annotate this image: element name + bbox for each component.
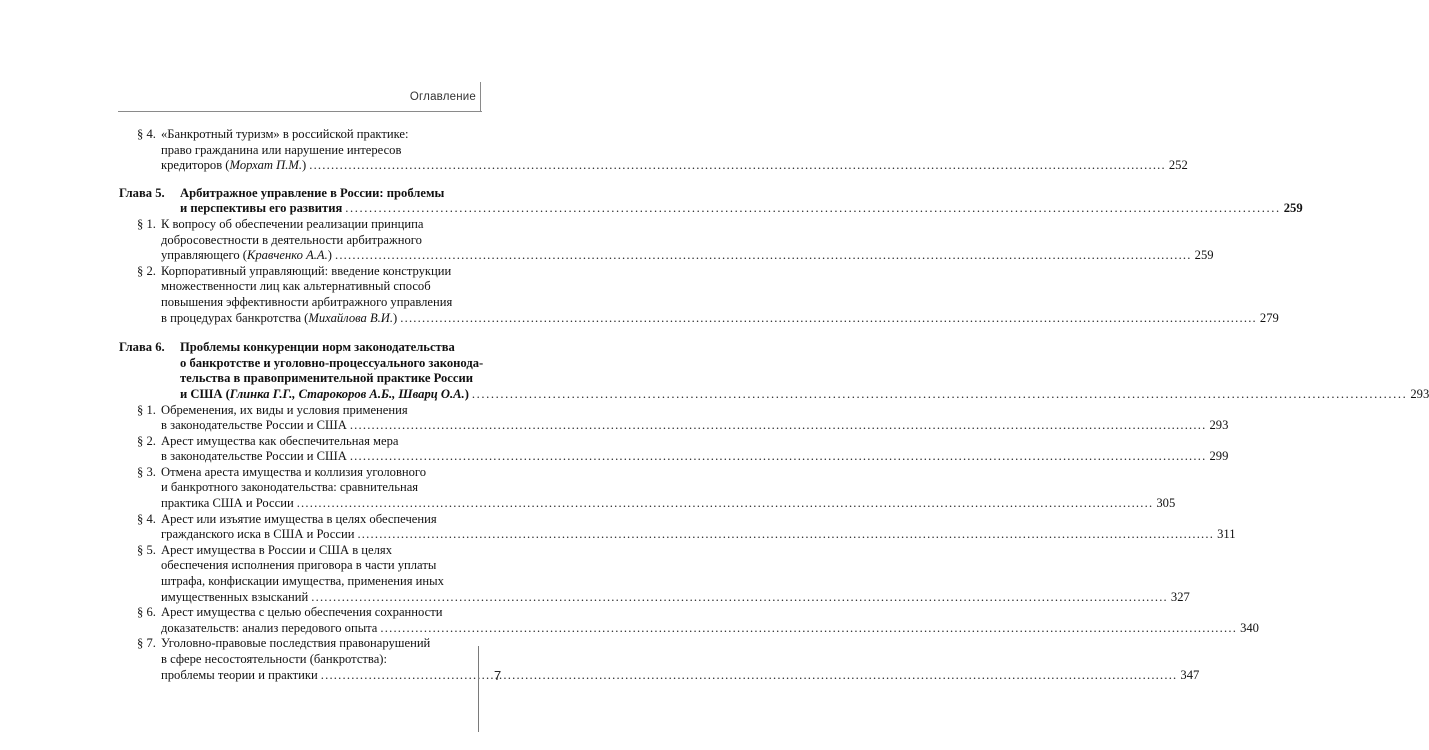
header-rule [118,111,482,112]
entry-number: § 4. [137,127,156,141]
table-of-contents [119,127,1429,683]
chapter-number: Глава 6. [119,340,165,355]
toc-entry-6-1[interactable] [119,402,1229,434]
author-name: Глинка Г.Г., Старокоров А.Б., Шварц О.А. [229,386,465,401]
entry-line: обеспечения исполнения приговора в части уплаты [161,558,437,573]
entry-line: добросовестности в деятельности арбитражного [161,232,422,247]
page-ref: 259 [1283,201,1303,216]
entry-line: К вопросу об обеспечении реализации принципа [161,216,424,231]
toc-entry-6-7[interactable] [119,636,1200,683]
toc-entry-5-1[interactable]: § 1. К вопросу об обеспечении реализации принципа добросовестности в деятельности арбитражного управляющего (Кравченко А.А.) ..... 259 [119,217,473,264]
toc-chapter-5[interactable] [119,185,1303,217]
entry-number: § 3. [137,464,156,479]
toc-entry-6-3[interactable] [119,464,1176,512]
chapter-line: Арбитражное управление в России: проблемы [180,185,445,200]
dot-leader [297,496,1154,512]
entry-line: в законодательстве России и США [161,449,347,464]
chapter-line: о банкротстве и уголовно-процессуального законода- [180,355,484,370]
entry-line: Отмена ареста имущества и коллизия уголовного [161,464,427,479]
toc-entry-6-4[interactable] [119,511,1236,543]
toc-entry-4-4[interactable]: § 4. «Банкротный туризм» в российской практике: право гражданина или нарушение интересов кредиторов (Морхат П.М.) ..... 252 [119,127,473,174]
entry-line: Уголовно-правовые последствия правонарушений [161,636,431,651]
entry-line: в сфере несостоятельности (банкротства): [161,652,387,666]
entry-line: Арест имущества в России и США в целях [161,542,392,557]
page-ref: 327 [1170,589,1190,604]
entry-line: Арест имущества как обеспечительная мера [161,433,399,448]
chapter-line: Проблемы конкуренции норм законодательства [180,340,455,355]
dot-leader [357,527,1214,543]
entry-line: штрафа, конфискации имущества, применения иных [161,574,444,589]
dot-leader [321,668,1178,684]
entry-number: § 7. [137,636,156,651]
chapter-line: тельства в правоприменительной практике России [180,371,474,386]
entry-number: § 1. [137,402,156,417]
entry-line: и банкротного законодательства: сравнительная [161,480,419,495]
entry-number: § 6. [137,605,156,620]
dot-leader [335,248,1192,264]
page-ref: 293 [1410,386,1429,401]
page-ref: 305 [1156,496,1176,511]
author-name: Морхат П.М. [229,158,303,173]
entry-line: множественности лиц как альтернативный способ [161,279,431,294]
page-ref: 259 [1194,248,1214,263]
chapter-line: и перспективы его развития [180,201,343,216]
toc-entry-6-5[interactable] [119,542,1190,605]
toc-entry-6-2[interactable] [119,433,1229,465]
entry-line: проблемы теории и практики [161,667,318,682]
entry-line: в процедурах банкротства ( [161,310,309,325]
entry-number: § 5. [137,542,156,557]
entry-line: управляющего ( [161,248,247,263]
entry-line: Арест имущества с целью обеспечения сохранности [161,605,443,620]
dot-leader [345,201,1280,217]
toc-entry-6-6[interactable] [119,605,1259,636]
entry-line: гражданского иска в США и России [161,527,355,542]
chapter-line: и США ( [180,386,230,401]
page-ref: 340 [1240,620,1259,635]
dot-leader [311,590,1168,606]
entry-line: повышения эффективности арбитражного управления [161,294,453,309]
entry-number: § 2. [137,433,156,448]
entry-line: Обременения, их виды и условия применения [161,402,408,417]
page-number: 7 [494,668,502,683]
entry-line: «Банкротный туризм» в российской практике: [161,127,409,141]
entry-line: Корпоративный управляющий: введение конструкции [161,263,452,278]
author-name: Михайлова В.И. [308,310,394,325]
entry-line: практика США и России [161,496,294,511]
entry-number: § 1. [137,216,156,231]
running-header: Оглавление [409,91,476,103]
page-ref: 347 [1180,667,1200,682]
dot-leader [309,158,1166,174]
entry-number: § 4. [137,511,156,526]
page-ref: 299 [1209,449,1229,464]
page-ref: 279 [1259,310,1279,325]
entry-number: § 2. [137,263,156,278]
entry-line: Арест или изъятие имущества в целях обеспечения [161,511,437,526]
author-name: Кравченко А.А. [246,248,328,263]
dot-leader [350,418,1207,434]
page-number-rule [478,646,479,732]
dot-leader [380,621,1237,637]
toc-entry-5-2[interactable]: § 2. Корпоративный управляющий: введение конструкции множественности лиц как альтернативный способ повышения эффективности арбитражного управления в процедурах банкротства (Михайлова В.И.) ..... 279 [119,264,473,326]
entry-line: доказательств: анализ передового опыта [161,620,378,635]
dot-leader [350,449,1207,465]
chapter-number: Глава 5. [119,185,165,200]
page-ref: 293 [1209,418,1229,433]
entry-line: право гражданина или нарушение интересов [161,142,402,157]
entry-line: кредиторов ( [161,158,230,173]
header-vertical-rule [480,82,481,112]
entry-line: в законодательстве России и США [161,418,347,433]
entry-line: имущественных взысканий [161,589,309,604]
dot-leader [472,387,1407,403]
toc-chapter-6[interactable]: Глава 6. Проблемы конкуренции норм законодательства о банкротстве и уголовно-процессуального законода- тельства в правоприменительной практике России и США (Глинка Г.Г., Старокоров А.Б., Шварц О.А.) ..... 293 [119,340,473,402]
dot-leader [400,311,1257,327]
page-ref: 252 [1168,158,1188,173]
page-ref: 311 [1217,527,1236,542]
